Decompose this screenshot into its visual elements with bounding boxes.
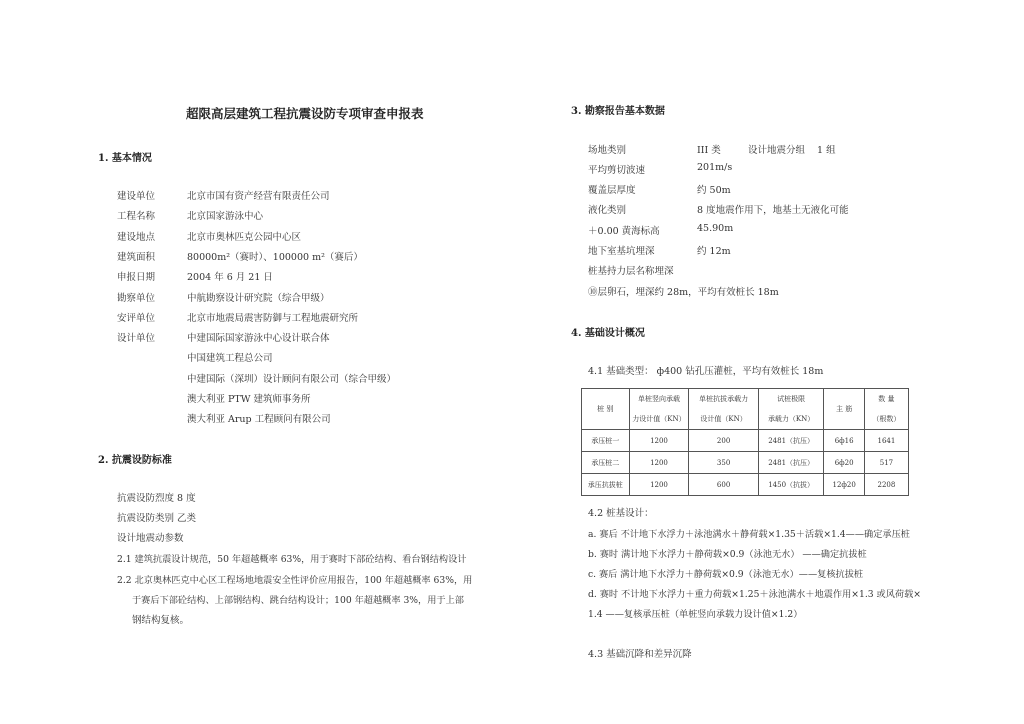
cell-quantity: 2208 bbox=[864, 474, 908, 496]
cell-uplift-capacity: 200 bbox=[689, 430, 758, 452]
value-overburden: 约 50m bbox=[697, 185, 731, 196]
label-basement-depth: 地下室基坑埋深 bbox=[588, 246, 655, 257]
header-text: 数 量 bbox=[878, 395, 895, 403]
table-row bbox=[582, 430, 909, 452]
label-construction-unit: 建设单位 bbox=[117, 191, 156, 202]
design-unit-member: 澳大利亚 PTW 建筑师事务所 bbox=[187, 394, 311, 405]
pile-design-item-d: d. 赛时 不计地下水浮力＋重力荷载×1.25＋泳池满水＋地震作用×1.3 或风荷载× bbox=[588, 589, 921, 600]
cell-pile-type: 承压桩二 bbox=[582, 452, 630, 474]
design-unit-member: 澳大利亚 Arup 工程顾问有限公司 bbox=[187, 414, 331, 425]
value-project-name: 北京国家游泳中心 bbox=[187, 211, 264, 222]
header-text: 桩 别 bbox=[597, 405, 614, 413]
cell-quantity: 517 bbox=[864, 452, 908, 474]
cell-uplift-capacity: 600 bbox=[689, 474, 758, 496]
label-liquefaction: 液化类别 bbox=[588, 205, 627, 216]
table-row bbox=[582, 452, 909, 474]
value-basement-depth: 约 12m bbox=[697, 246, 731, 257]
col-header-test-capacity bbox=[758, 389, 824, 430]
cell-test-capacity: 2481（抗压） bbox=[758, 430, 824, 452]
value-floor-area: 80000m²（赛时）、100000 m²（赛后） bbox=[187, 252, 363, 263]
label-shear-velocity: 平均剪切波速 bbox=[588, 165, 646, 176]
cell-vertical-capacity: 1200 bbox=[629, 452, 689, 474]
label-site-class: 场地类别 bbox=[588, 145, 627, 156]
label-bearing-layer: 桩基持力层名称埋深 bbox=[588, 266, 674, 277]
value-liquefaction: 8 度地震作用下，地基土无液化可能 bbox=[697, 205, 849, 216]
value-elevation: 45.90m bbox=[697, 223, 734, 234]
cell-vertical-capacity: 1200 bbox=[629, 430, 689, 452]
label-location: 建设地点 bbox=[117, 232, 156, 243]
header-text: 主 筋 bbox=[836, 405, 853, 413]
value-construction-unit: 北京市国有资产经营有限责任公司 bbox=[187, 191, 330, 202]
header-text: 单桩竖向承载 bbox=[637, 395, 680, 403]
value-safety-eval-unit: 北京市地震局震害防御与工程地震研究所 bbox=[187, 313, 359, 324]
param-2-2: 2.2 北京奥林匹克中心区工程场地地震安全性评价应用报告，100 年超越概率 63%，用 bbox=[117, 575, 473, 586]
section2-heading: 2. 抗震设防标准 bbox=[98, 455, 172, 466]
col-header-quantity bbox=[864, 389, 908, 430]
label-overburden: 覆盖层厚度 bbox=[588, 185, 636, 196]
col-header-vertical-capacity bbox=[629, 389, 689, 430]
settlement-heading: 4.3 基础沉降和差异沉降 bbox=[588, 649, 692, 660]
header-text: 承载力（KN） bbox=[767, 415, 815, 423]
section1-heading: 1. 基本情况 bbox=[98, 153, 152, 164]
col-header-uplift-capacity bbox=[689, 389, 758, 430]
section4-heading: 4. 基础设计概况 bbox=[571, 328, 645, 339]
cell-uplift-capacity: 350 bbox=[689, 452, 758, 474]
value-site-class: III 类 设计地震分组 1 组 bbox=[697, 145, 836, 156]
ground-motion-params: 设计地震动参数 bbox=[117, 533, 184, 544]
cell-main-rebar: 12ф20 bbox=[824, 474, 864, 496]
cell-test-capacity: 2481（抗压） bbox=[758, 452, 824, 474]
param-2-1: 2.1 建筑抗震设计规范，50 年超越概率 63%，用于赛时下部砼结构、看台钢结构设计 bbox=[117, 554, 467, 565]
section3-heading: 3. 勘察报告基本数据 bbox=[571, 106, 665, 117]
pile-design-item-b: b. 赛时 满计地下水浮力＋静荷载×0.9（泳池无水） ——确定抗拔桩 bbox=[588, 549, 867, 560]
pile-design-item-d-cont: 1.4 ——复核承压桩（单桩竖向承载力设计值×1.2） bbox=[588, 609, 803, 620]
header-text: 设计值（KN） bbox=[700, 415, 747, 423]
label-elevation: ＋0.00 黄海标高 bbox=[588, 226, 660, 237]
col-header-main-rebar bbox=[824, 389, 864, 430]
cell-main-rebar: 6ф20 bbox=[824, 452, 864, 474]
cell-main-rebar: 6ф16 bbox=[824, 430, 864, 452]
label-survey-unit: 勘察单位 bbox=[117, 293, 156, 304]
param-2-2-end: 钢结构复核。 bbox=[132, 615, 190, 626]
page-title: 超限高层建筑工程抗震设防专项审查申报表 bbox=[186, 106, 424, 121]
label-design-unit: 设计单位 bbox=[117, 333, 156, 344]
cell-pile-type: 承压桩一 bbox=[582, 430, 630, 452]
value-design-unit: 中建国际国家游泳中心设计联合体 bbox=[187, 333, 330, 344]
value-survey-unit: 中航勘察设计研究院（综合甲级） bbox=[187, 293, 330, 304]
header-text: 力设计值（KN） bbox=[632, 415, 686, 423]
header-text: 单桩抗拔承载力 bbox=[699, 395, 749, 403]
cell-pile-type: 承压抗拔桩 bbox=[582, 474, 630, 496]
label-project-name: 工程名称 bbox=[117, 211, 156, 222]
value-location: 北京市奥林匹克公园中心区 bbox=[187, 232, 302, 243]
header-text: （根数） bbox=[872, 415, 901, 423]
param-2-2-cont: 于赛后下部砼结构、上部钢结构、跳台结构设计；100 年超越概率 3%，用于上部 bbox=[132, 595, 464, 606]
seismic-category: 抗震设防类别 乙类 bbox=[117, 513, 197, 524]
cell-quantity: 1641 bbox=[864, 430, 908, 452]
design-unit-member: 中建国际（深圳）设计顾问有限公司（综合甲级） bbox=[187, 374, 397, 385]
value-apply-date: 2004 年 6 月 21 日 bbox=[187, 272, 273, 283]
value-shear-velocity: 201m/s bbox=[697, 162, 733, 173]
cell-test-capacity: 1450（抗拔） bbox=[758, 474, 824, 496]
col-header-pile-type bbox=[582, 389, 630, 430]
pile-design-heading: 4.2 桩基设计： bbox=[588, 508, 654, 519]
bearing-layer-detail: ⑩层卵石，埋深约 28m，平均有效桩长 18m bbox=[588, 287, 779, 298]
design-unit-member: 中国建筑工程总公司 bbox=[187, 353, 273, 364]
pile-design-item-a: a. 赛后 不计地下水浮力＋泳池满水＋静荷载×1.35＋活载×1.4——确定承压桩 bbox=[588, 529, 910, 540]
pile-design-item-c: c. 赛后 满计地下水浮力＋静荷载×0.9（泳池无水）——复核抗拔桩 bbox=[588, 569, 864, 580]
label-safety-eval-unit: 安评单位 bbox=[117, 313, 156, 324]
cell-vertical-capacity: 1200 bbox=[629, 474, 689, 496]
header-text: 试桩极限 bbox=[777, 395, 806, 403]
label-floor-area: 建筑面积 bbox=[117, 252, 156, 263]
foundation-type: 4.1 基础类型： ф400 钻孔压灌桩，平均有效桩长 18m bbox=[588, 366, 824, 377]
pile-table bbox=[581, 388, 909, 496]
label-apply-date: 申报日期 bbox=[117, 272, 156, 283]
table-header-row bbox=[582, 389, 909, 430]
seismic-intensity: 抗震设防烈度 8 度 bbox=[117, 493, 196, 504]
table-row bbox=[582, 474, 909, 496]
